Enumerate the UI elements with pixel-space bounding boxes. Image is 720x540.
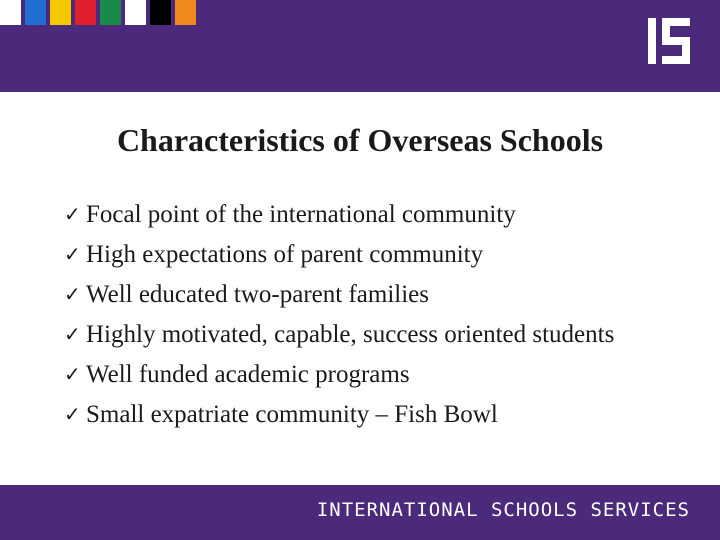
stripe-blue: [25, 0, 46, 25]
bullet-item: [64, 278, 664, 311]
bullet-item: [64, 318, 664, 351]
checkmark-icon: ✓: [64, 242, 81, 266]
stripe-red: [75, 0, 96, 25]
bullet-item: [64, 358, 664, 391]
bullet-list: [64, 198, 664, 438]
checkmark-icon: ✓: [64, 402, 81, 426]
stripe-black: [150, 0, 171, 25]
bullet-text: Well funded academic programs: [86, 361, 410, 388]
slide-title: Characteristics of Overseas Schools: [116, 122, 604, 158]
bullet-text: Focal point of the international community: [86, 201, 516, 228]
stripe-white: [0, 0, 21, 25]
stripe-green: [100, 0, 121, 25]
footer-bar: [0, 485, 720, 540]
bullet-text: Well educated two-parent families: [86, 281, 429, 308]
stripe-white-2: [125, 0, 146, 25]
color-stripes: [0, 0, 200, 25]
checkmark-icon: ✓: [64, 202, 81, 226]
stripe-orange: [175, 0, 196, 25]
bullet-text: Highly motivated, capable, success oriented students: [86, 321, 615, 348]
checkmark-icon: ✓: [64, 362, 81, 386]
checkmark-icon: ✓: [64, 282, 81, 306]
stripe-yellow: [50, 0, 71, 25]
bullet-text: High expectations of parent community: [86, 241, 484, 268]
iss-logo-icon: [648, 18, 690, 64]
bullet-item: [64, 238, 664, 271]
bullet-item: [64, 398, 664, 431]
bullet-item: [64, 198, 664, 231]
footer-org-name: INTERNATIONAL SCHOOLS SERVICES: [316, 499, 690, 521]
checkmark-icon: ✓: [64, 322, 81, 346]
header-bar: [0, 0, 720, 92]
bullet-text: Small expatriate community – Fish Bowl: [86, 401, 498, 428]
